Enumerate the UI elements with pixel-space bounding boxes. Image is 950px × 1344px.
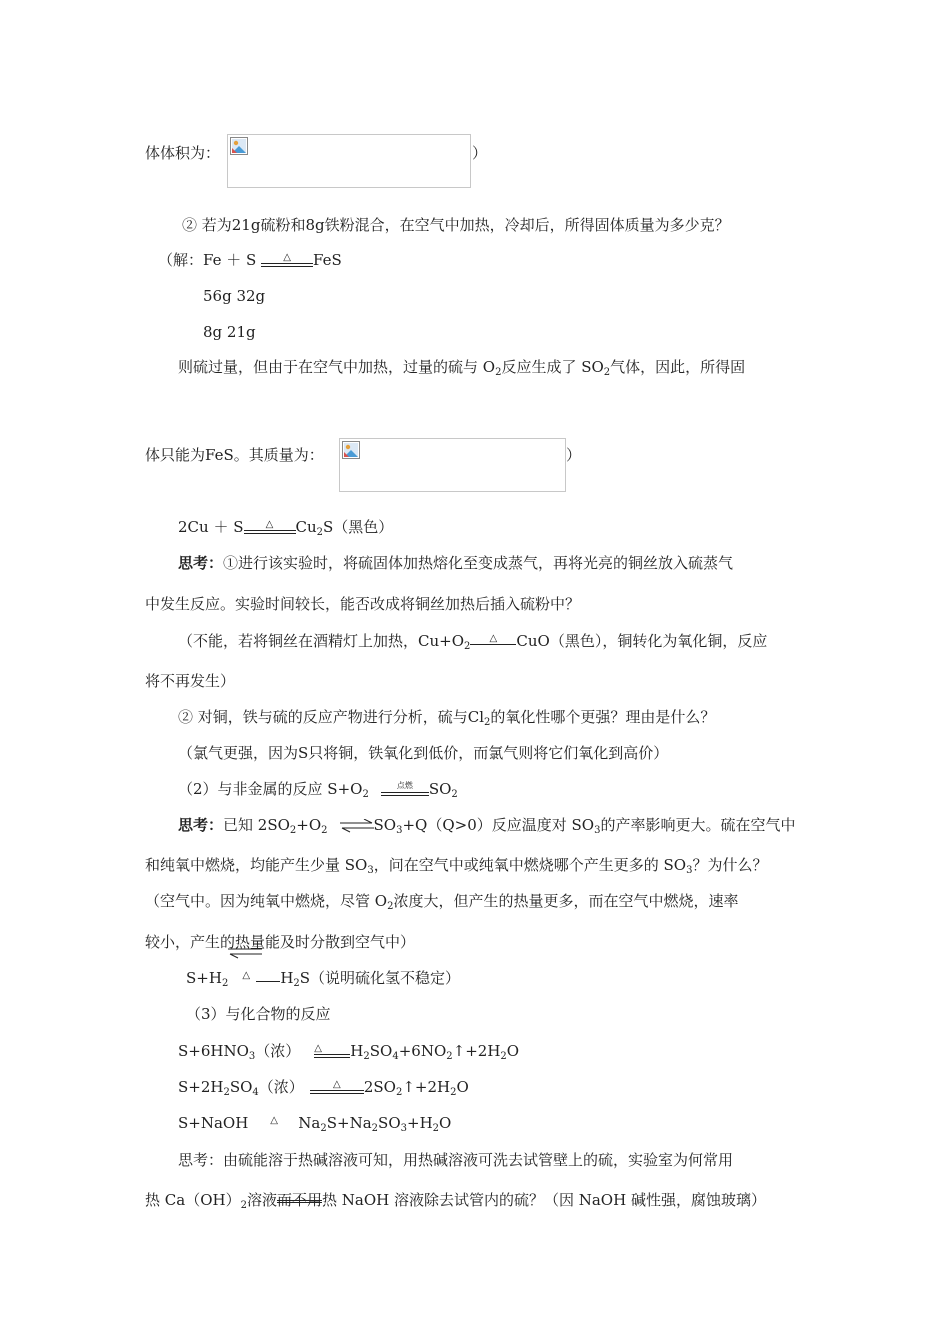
subscript: 3 [367,865,374,876]
text: 和纯氧中燃烧，均能产生少量 SO [145,856,368,874]
heat-symbol: △ [270,1115,278,1126]
text: CuO（黑色），铜转化为氧化铜，反应 [516,632,768,650]
subscript: 3 [400,1123,407,1134]
text: Na [298,1114,321,1132]
text: O [439,1114,452,1132]
text: （浓） [255,1042,301,1060]
text-line: 56g 32g [203,287,266,305]
heat-symbol: △ [242,970,251,981]
subscript: 2 [223,1087,230,1098]
text: 的产率影响更大。硫在空气中 [600,816,796,834]
reversible-arrow-icon [340,819,374,833]
subscript: 2 [387,901,394,912]
heat-condition [242,969,280,989]
subscript: 2 [395,1087,403,1098]
text-line: 将不再发生） [145,672,236,690]
subscript: 2 [320,1123,327,1134]
heat-symbol: △ [332,1079,341,1090]
text-line [145,1190,766,1216]
equation-line [178,631,767,657]
subscript: 2 [446,1051,453,1062]
text: 反应生成了 SO [501,358,604,376]
subscript: 2 [289,825,297,836]
equation-line [178,1077,469,1103]
text: +O [296,816,322,834]
subscript: 2 [362,789,369,800]
text: S+Na [326,1114,372,1132]
text: 2Cu ＋ S [178,518,244,536]
subscript: 2 [316,527,324,538]
text: 溶液 [246,1191,277,1209]
text-line: ） [566,446,582,464]
broken-image-icon [342,441,360,459]
text-line: 较小，产生的热量能及时分散到空气中） [145,933,416,951]
subscript: 2 [240,1200,247,1211]
equation-line [186,968,460,994]
text: ，问在空气中或纯氧中燃烧哪个产生更多的 SO [373,856,687,874]
text: （空气中。因为纯氧中燃烧，尽管 O [145,892,388,910]
text-line [145,891,738,917]
text: 浓度大，但产生的热量更多，而在空气中燃烧，速率 [393,892,739,910]
text: +H [407,1114,433,1132]
subscript: 4 [252,1087,259,1098]
text: ？为什么？ [692,856,768,874]
text: Cu [295,518,317,536]
text: 已知 2SO [223,816,290,834]
subscript: 4 [392,1051,399,1062]
subscript: 2 [371,1123,379,1134]
text: ↑+2H [402,1078,451,1096]
text: ② 对铜，铁与硫的反应产物进行分析，硫与Cl [178,708,485,726]
text: SO [369,1042,393,1060]
subscript: 2 [500,1051,507,1062]
text: H [280,969,294,987]
text: 热 Ca（OH） [145,1191,241,1209]
text: S+2H [178,1078,224,1096]
subscript: 3 [686,865,693,876]
heat-symbol: △ [283,252,291,263]
text: 则硫过量，但由于在空气中加热，过量的硫与 O [178,358,496,376]
think-label: 思考： [178,554,224,572]
heat-condition [261,251,313,271]
subscript: 3 [248,1051,256,1062]
ignite-condition [381,780,429,800]
text: 的氧化性哪个更强？理由是什么？ [490,708,716,726]
text: （2）与非金属的反应 S+O [178,780,363,798]
formula-image [339,438,566,492]
subscript: 2 [464,641,471,652]
text-line [178,357,745,383]
text-line [178,707,715,733]
text-line: 体只能为FeS。其质量为： [145,446,324,464]
subscript: 2 [451,789,458,800]
heat-condition [270,1114,298,1134]
text: （不能，若将铜丝在酒精灯上加热，Cu+O [178,632,465,650]
text: 2SO [363,1078,396,1096]
heat-condition [310,1078,364,1098]
text-line: ② 若为21g硫粉和8g铁粉混合，在空气中加热，冷却后，所得固体质量为多少克？ [182,216,730,234]
text-line: 中发生反应。实验时间较长，能否改成将铜丝加热后插入硫粉中？ [145,595,581,613]
think-label: 思考： [178,816,224,834]
equation-line [178,517,393,543]
text: +6NO [398,1042,447,1060]
text: S（黑色） [323,518,394,536]
text: S+6HNO [178,1042,249,1060]
text: SO [373,816,397,834]
heat-condition [314,1042,350,1062]
subscript: 2 [495,367,502,378]
text: S+H [186,969,222,987]
subscript: 3 [594,825,601,836]
text: +Q（Q>0）反应温度对 SO [402,816,595,834]
text-line: ） [472,144,488,162]
heat-symbol: △ [489,633,498,644]
text: O [456,1078,469,1096]
text-line: 思考：由硫能溶于热碱溶液可知，用热碱溶液可洗去试管壁上的硫，实验室为何常用 [178,1151,734,1169]
equation-line [158,250,342,271]
text: FeS [313,251,342,269]
subscript: 2 [321,825,328,836]
heat-condition [244,518,296,538]
text: （解：Fe ＋ S [158,251,262,269]
text: SO [378,1114,401,1132]
text-line: （氯气更强，因为S只将铜，铁氧化到低价，而氯气则将它们氧化到高价） [178,744,669,762]
subscript: 2 [432,1123,440,1134]
ignite-label: 点燃 [396,781,413,790]
subscript: 2 [363,1051,370,1062]
text-line: 体体积为： [145,144,221,162]
text-line [178,553,733,573]
text: SO [229,1078,253,1096]
text: 热 NaOH 溶液除去试管内的硫？（因 NaOH 碱性强，腐蚀玻璃） [321,1191,766,1209]
text: SO [428,780,452,798]
subscript: 2 [221,978,229,989]
heat-condition [470,632,516,652]
subscript: 2 [293,978,300,989]
text: 气体，因此，所得固 [610,358,746,376]
subscript: 2 [603,367,611,378]
subscript: 2 [450,1087,457,1098]
subscript: 3 [396,825,403,836]
equation-line [178,779,458,805]
text: ↑+2H [452,1042,501,1060]
formula-image [227,134,471,188]
heat-symbol: △ [265,519,274,530]
equation-line [178,1113,451,1139]
reversible-arrow-icon [228,946,264,960]
section-heading: （3）与化合物的反应 [186,1005,331,1023]
text: （浓） [258,1078,304,1096]
heat-symbol: △ [314,1043,322,1054]
text: ①进行该实验时，将硫固体加热熔化至变成蒸气，再将光亮的铜丝放入硫蒸气 [223,554,734,572]
text: S（说明硫化氢不稳定） [299,969,461,987]
broken-image-icon [230,137,248,155]
equation-line [178,815,796,841]
text-line: 8g 21g [203,323,256,341]
struck-text: 而不用 [276,1191,322,1209]
text: O [506,1042,520,1060]
text: S+NaOH [178,1114,249,1132]
text: H [350,1042,364,1060]
text-line [145,855,767,881]
equation-line [178,1041,519,1067]
subscript: 2 [484,717,491,728]
